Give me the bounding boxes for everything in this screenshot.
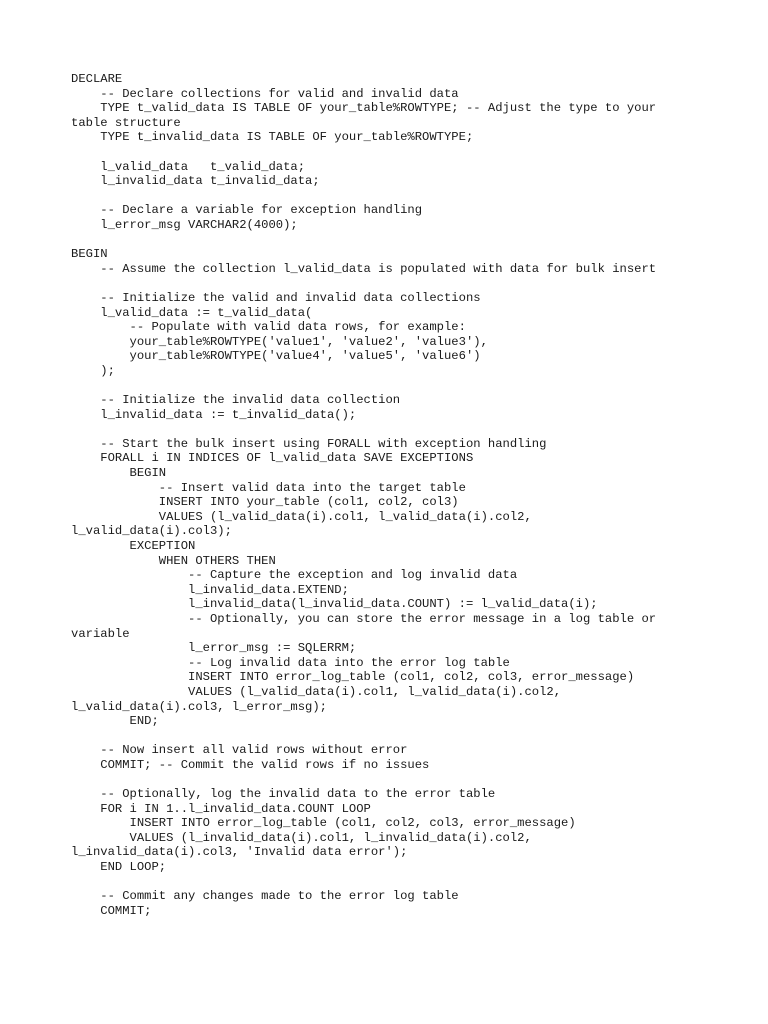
code-line: COMMIT; [71,903,152,918]
code-line: INSERT INTO error_log_table (col1, col2, col3, error_message) [71,670,635,685]
code-line: END; [71,714,159,729]
code-line: VALUES (l_invalid_data(i).col1, l_invalid_data(i).col2, [71,830,532,845]
code-line: -- Start the bulk insert using FORALL with exception handling [71,436,547,451]
code-line: VALUES (l_valid_data(i).col1, l_valid_data(i).col2, [71,684,562,699]
code-line: TYPE t_valid_data IS TABLE OF your_table%ROWTYPE; -- Adjust the type to your [71,101,657,116]
code-line [71,422,691,437]
code-line: -- Optionally, you can store the error message in a log table or [71,611,657,626]
code-line: INSERT INTO your_table (col1, col2, col3) [71,495,459,510]
code-block [71,72,691,918]
code-line: -- Commit any changes made to the error log table [71,889,459,904]
code-line [71,189,691,204]
code-line: your_table%ROWTYPE('value1', 'value2', 'value3'), [71,334,488,349]
code-line [71,378,691,393]
code-line: l_invalid_data(l_invalid_data.COUNT) := l_valid_data(i); [71,597,598,612]
code-line [71,233,691,248]
code-line: BEGIN [71,466,167,481]
code-line [71,145,691,160]
code-line: -- Log invalid data into the error log table [71,655,510,670]
code-line: EXCEPTION [71,539,196,553]
code-line: BEGIN [71,247,108,262]
code-line [71,276,691,291]
code-line: -- Populate with valid data rows, for example: [71,320,466,335]
code-line: -- Now insert all valid rows without error [71,743,408,758]
code-line: FOR i IN 1..l_invalid_data.COUNT LOOP [71,801,371,816]
code-line [71,773,691,788]
code-line: -- Initialize the invalid data collection [71,393,401,408]
code-line: l_error_msg VARCHAR2(4000); [71,217,298,232]
code-line: l_error_msg := SQLERRM; [71,641,357,656]
code-line: l_invalid_data t_invalid_data; [71,174,320,189]
code-line [71,875,691,890]
code-line: l_valid_data t_valid_data; [71,159,306,174]
code-line: WHEN OTHERS THEN [71,553,276,568]
code-line: DECLARE [71,72,123,86]
code-line: INSERT INTO error_log_table (col1, col2, col3, error_message) [71,816,576,831]
code-line: l_valid_data := t_valid_data( [71,305,313,320]
code-line: variable [71,626,130,641]
code-line [71,729,691,744]
code-line: COMMIT; -- Commit the valid rows if no issues [71,757,430,772]
code-line: l_invalid_data(i).col3, 'Invalid data error'); [71,845,408,860]
code-line: ); [71,363,115,378]
code-line: FORALL i IN INDICES OF l_valid_data SAVE EXCEPTIONS [71,451,474,466]
code-line: l_invalid_data.EXTEND; [71,582,349,597]
code-line: l_valid_data(i).col3, l_error_msg); [71,699,327,714]
code-line: VALUES (l_valid_data(i).col1, l_valid_data(i).col2, [71,509,532,524]
code-line: -- Insert valid data into the target table [71,480,466,495]
code-line: l_invalid_data := t_invalid_data(); [71,407,357,422]
code-line: END LOOP; [71,860,167,875]
code-line: -- Declare collections for valid and invalid data [71,86,459,101]
code-line: -- Declare a variable for exception handling [71,203,423,218]
code-line: l_valid_data(i).col3); [71,524,232,539]
code-line: table structure [71,115,181,130]
code-line: your_table%ROWTYPE('value4', 'value5', 'value6') [71,349,481,364]
code-line: -- Capture the exception and log invalid data [71,568,518,583]
code-line: -- Optionally, log the invalid data to the error table [71,787,496,802]
code-line: -- Assume the collection l_valid_data is populated with data for bulk insert [71,261,657,276]
code-line: TYPE t_invalid_data IS TABLE OF your_table%ROWTYPE; [71,130,474,145]
code-line: -- Initialize the valid and invalid data collections [71,290,481,305]
